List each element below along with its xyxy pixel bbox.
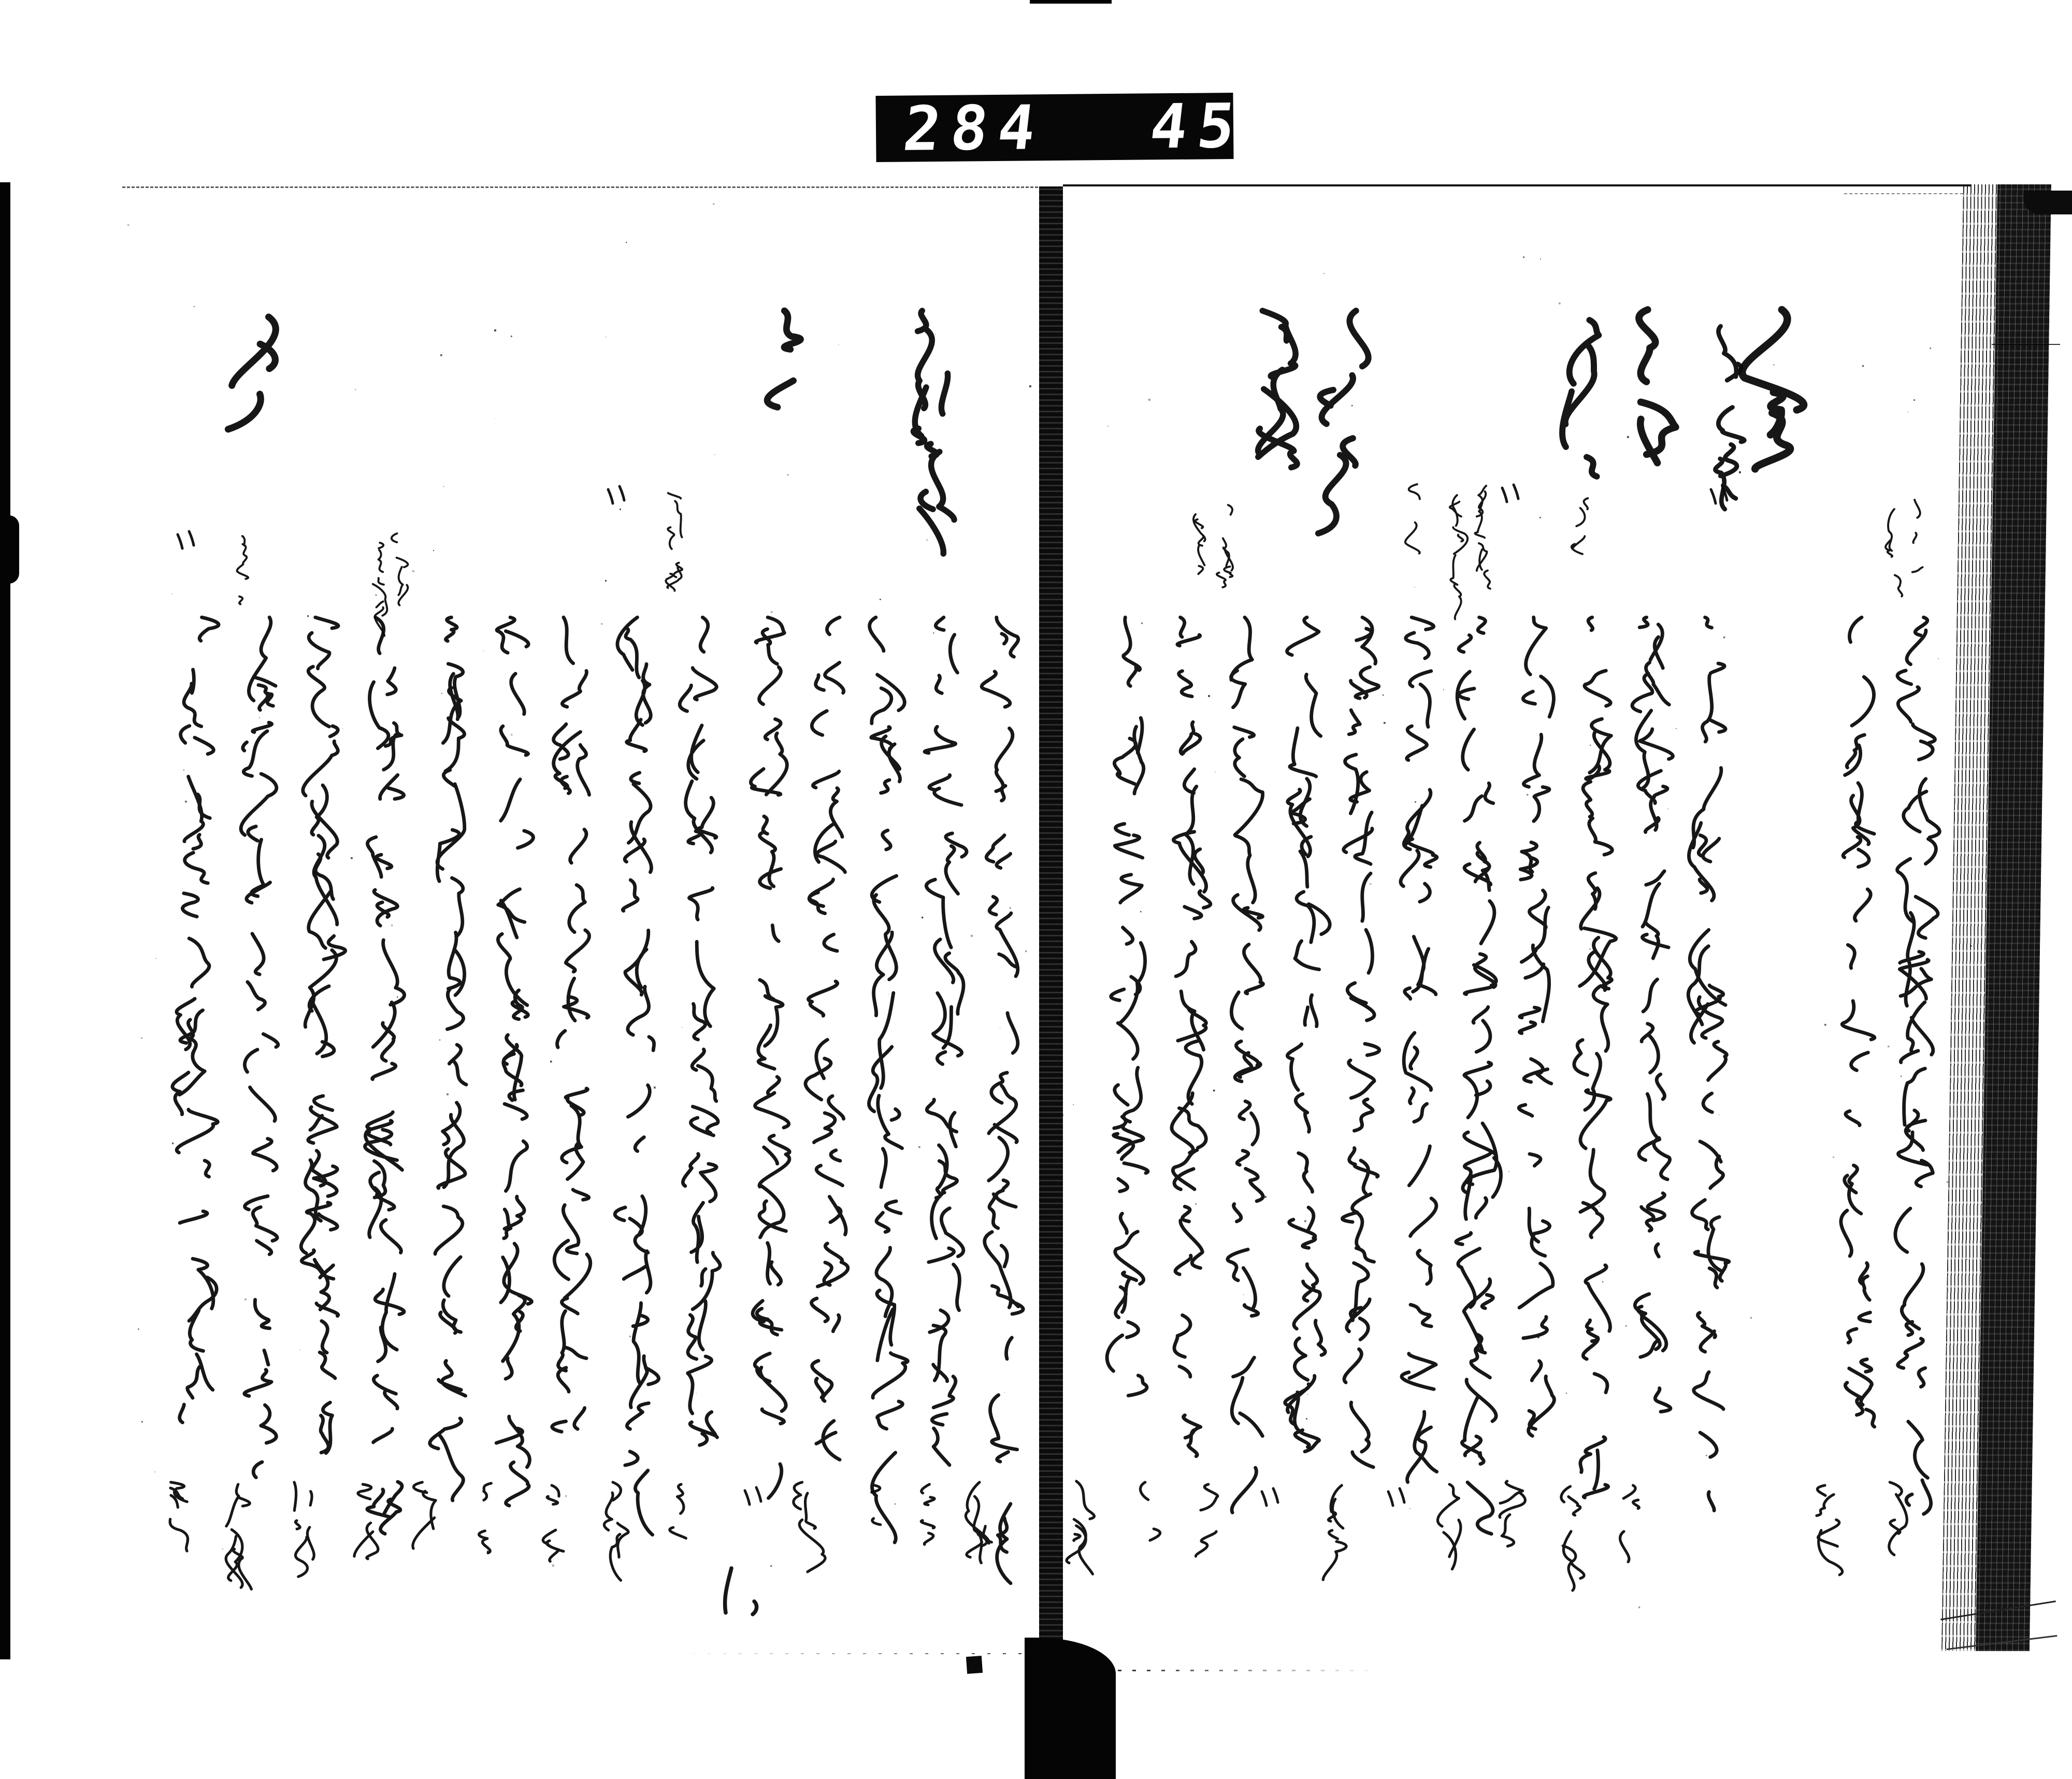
- ditto-mark-l-d2: [178, 531, 194, 548]
- poem-r-p7: [1456, 617, 1501, 1534]
- poet-signature-l-s11: [354, 1484, 378, 1559]
- annotation-r-a1: [1886, 500, 1923, 597]
- poem-l-p4: [805, 617, 848, 1460]
- annotation-r-a4: [1572, 498, 1588, 554]
- poet-signature-l-s6: [670, 1484, 686, 1538]
- annotation-r-a5: [1193, 505, 1233, 587]
- poem-l-p14: [172, 617, 219, 1423]
- ditto-mark-r-sd2: [1262, 1488, 1278, 1506]
- ditto-mark-l-sd1: [745, 1487, 761, 1505]
- poem-r-p1: [1895, 617, 1939, 1514]
- topic-header-r-h1: [1742, 310, 1804, 469]
- poet-signature-l-s8: [543, 1485, 564, 1561]
- poem-r-p2: [1841, 617, 1875, 1427]
- poem-l-p3: [869, 617, 908, 1542]
- poem-l-p6: [680, 617, 720, 1445]
- topic-header-l-h3: [228, 317, 276, 429]
- poet-signature-r-s6: [1500, 1481, 1525, 1546]
- poet-signature-r-s4: [1620, 1485, 1639, 1562]
- topic-header-r-h5: [1318, 311, 1369, 533]
- ditto-mark-r-d1: [1711, 486, 1727, 503]
- poem-l-p2: [925, 617, 967, 1465]
- poem-l-p12: [301, 617, 345, 1453]
- poet-signature-r-s5: [1561, 1486, 1584, 1590]
- annotation-r-a3: [1405, 484, 1420, 554]
- poem-r-p8: [1401, 617, 1437, 1482]
- poet-signature-l-s7: [604, 1482, 628, 1580]
- poem-r-p10: [1285, 617, 1330, 1452]
- poem-l-p11: [365, 617, 405, 1534]
- poet-signature-r-s9: [1323, 1485, 1346, 1580]
- poem-r-p12: [1172, 617, 1211, 1456]
- poet-signature-l-s10: [413, 1482, 436, 1549]
- topic-header-l-h2: [767, 311, 800, 407]
- poet-signature-r-s7: [1437, 1484, 1460, 1569]
- poem-r-p13: [1107, 617, 1148, 1396]
- topic-header-r-h4: [1562, 320, 1599, 476]
- frame-counter-digits: 284 452.: [900, 89, 1344, 165]
- poem-l-p7: [615, 617, 658, 1535]
- annotation-r-a2: [1450, 486, 1490, 619]
- poem-r-p3: [1688, 617, 1729, 1511]
- poem-l-p9: [496, 617, 533, 1506]
- ditto-mark-r-sd1: [1388, 1488, 1404, 1506]
- poem-l-p1: [982, 617, 1023, 1583]
- poet-signature-l-s4: [794, 1482, 825, 1572]
- topic-header-r-h3: [1639, 310, 1676, 463]
- poem-r-p6: [1519, 617, 1554, 1436]
- annotation-l-a1: [666, 493, 682, 591]
- poem-l-p10: [430, 617, 466, 1500]
- ditto-mark-r-d2: [1502, 485, 1518, 502]
- poet-signature-l-s1: [966, 1482, 991, 1563]
- topic-header-r-h2: [1715, 326, 1744, 509]
- poem-r-p11: [1228, 617, 1263, 1513]
- poet-signature-l-s13: [226, 1484, 251, 1589]
- poem-r-p4: [1632, 617, 1673, 1412]
- poem-r-p9: [1342, 617, 1379, 1467]
- topic-header-r-h6: [1258, 311, 1297, 468]
- poet-signature-l-s9: [479, 1483, 492, 1553]
- poet-signature-r-s2: [1817, 1485, 1843, 1575]
- poet-signature-l-s12: [294, 1482, 314, 1576]
- poet-signature-r-s12: [1140, 1482, 1160, 1540]
- topic-header-l-h1: [913, 311, 954, 554]
- poem-r-p5: [1574, 617, 1616, 1498]
- poet-signature-r-s1: [1889, 1482, 1907, 1555]
- poet-signature-l-s2: [921, 1484, 934, 1544]
- poem-l-p5: [751, 617, 789, 1498]
- ditto-mark-l-d1: [608, 486, 624, 503]
- scan-dust-specks: [127, 203, 2035, 1633]
- poet-signature-r-s11: [1196, 1484, 1217, 1556]
- poem-l-p8: [552, 617, 591, 1432]
- poem-l-p13: [241, 617, 278, 1478]
- annotation-l-a3: [237, 536, 249, 604]
- poet-signature-r-s13: [1067, 1481, 1094, 1574]
- poet-signature-l-s14: [170, 1482, 188, 1551]
- tally-mark-l-t1: [725, 1568, 757, 1614]
